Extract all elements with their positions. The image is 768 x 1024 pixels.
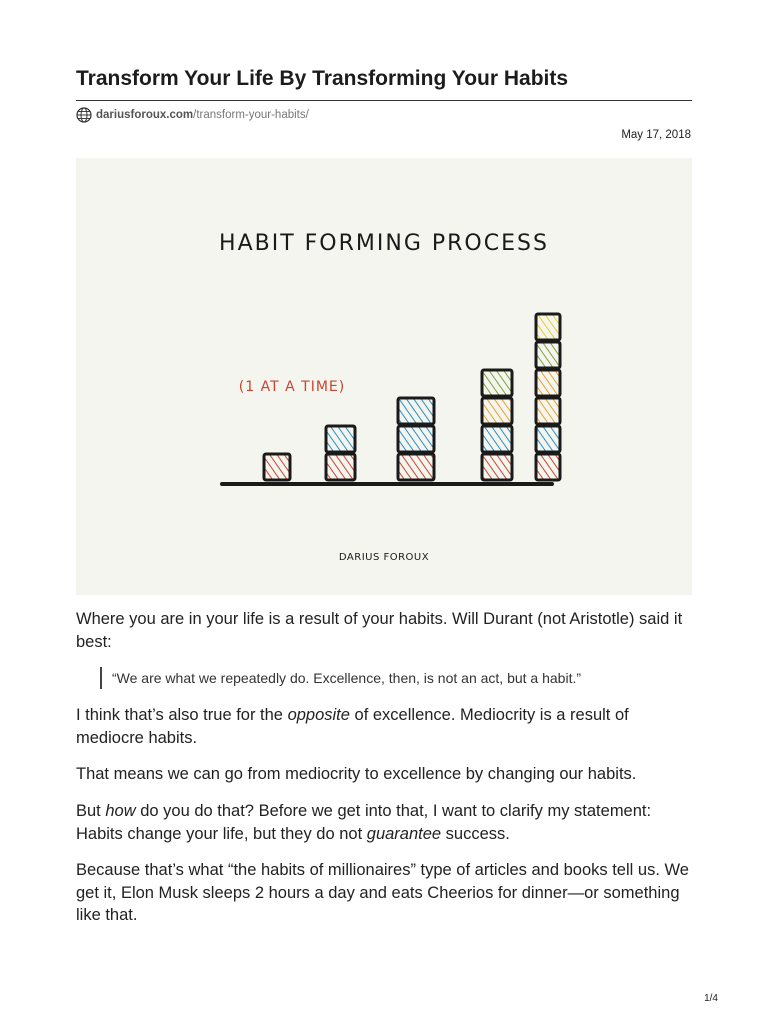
p2-text-a: I think that’s also true for the — [76, 706, 288, 724]
paragraph-3: That means we can go from mediocrity to excellence by changing our habits. — [76, 765, 637, 783]
illustration-note: (1 AT A TIME) — [238, 379, 346, 395]
habit-block — [326, 426, 355, 452]
source-domain[interactable]: dariusforoux.com — [96, 109, 194, 121]
p4-emphasis-guarantee: guarantee — [366, 824, 442, 843]
paragraph-5: Because that’s what “the habits of millionaires” type of articles and books tell us. We get it, Elon Musk sleeps 2 hours a day and eats Cheerios for dinner—or something like that. — [76, 861, 689, 924]
illustration-signature: DARIUS FOROUX — [338, 552, 430, 563]
paragraph-1: Where you are in your life is a result of your habits. Will Durant (not Aristotle) said it best: — [76, 610, 683, 651]
habit-illustration-svg — [76, 158, 692, 595]
habit-block — [398, 454, 434, 480]
p4-text-a: But — [76, 802, 106, 820]
habit-block — [536, 370, 560, 396]
paragraph-2 — [76, 704, 696, 749]
habit-block — [398, 426, 434, 452]
habit-block — [536, 314, 560, 340]
paragraph-4 — [76, 800, 696, 845]
p4-text-c: success. — [441, 824, 510, 843]
habit-block — [536, 342, 560, 368]
habit-block — [482, 426, 512, 452]
globe-icon — [76, 107, 92, 123]
page-number: 1/4 — [704, 993, 718, 1004]
habit-illustration — [76, 158, 692, 595]
habit-block — [482, 454, 512, 480]
habit-block — [536, 426, 560, 452]
publish-date: May 17, 2018 — [621, 129, 691, 141]
article-title: Transform Your Life By Transforming Your Habits — [76, 67, 569, 90]
title-divider — [76, 100, 692, 101]
p2-emphasis: opposite — [287, 706, 350, 724]
blockquote: “We are what we repeatedly do. Excellence, then, is not an act, but a habit.” — [100, 667, 702, 689]
p4-text-b: do you do that? Before we get into that, I want to clarify my statement: Habits change your life, but they do not — [76, 802, 652, 843]
p2-text-b: of excellence. Mediocrity is a result of mediocre habits. — [76, 706, 629, 747]
habit-block — [536, 454, 560, 480]
source-line[interactable] — [76, 106, 309, 124]
habit-block — [326, 454, 355, 480]
p4-emphasis-how: how — [105, 802, 136, 820]
habit-block — [482, 370, 512, 396]
habit-block — [398, 398, 434, 424]
source-path[interactable]: /transform-your-habits/ — [193, 109, 309, 121]
illustration-heading: HABIT FORMING PROCESS — [219, 231, 549, 256]
block-stacks — [264, 314, 560, 480]
habit-block — [264, 454, 290, 480]
habit-block — [482, 398, 512, 424]
habit-block — [536, 398, 560, 424]
